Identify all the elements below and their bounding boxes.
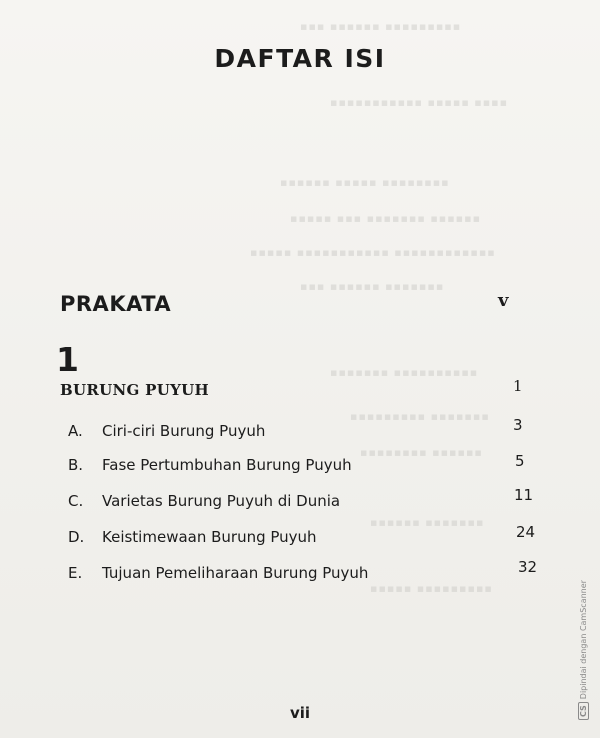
toc-entry-page: 24 bbox=[516, 523, 536, 541]
show-through-line: ▪▪▪▪▪ ▪▪▪▪▪▪▪▪▪ bbox=[370, 582, 493, 595]
camscanner-logo-icon: CS bbox=[578, 702, 589, 720]
show-through-line: ▪▪▪▪▪ ▪▪▪ ▪▪▪▪▪▪▪ ▪▪▪▪▪▪ bbox=[290, 212, 482, 225]
toc-entry-letter: E. bbox=[68, 564, 83, 582]
footer-page-number: vii bbox=[289, 704, 311, 722]
toc-entry-text: Tujuan Pemeliharaan Burung Puyuh bbox=[102, 564, 369, 582]
show-through-line: ▪▪▪▪▪ ▪▪▪▪▪▪▪▪▪▪▪ ▪▪▪▪▪▪▪▪▪▪▪▪ bbox=[250, 246, 496, 259]
chapter-page-number: 1 bbox=[513, 377, 523, 395]
toc-entry-text: Keistimewaan Burung Puyuh bbox=[102, 528, 317, 546]
toc-entry-letter: C. bbox=[68, 492, 84, 510]
toc-entry-page: 5 bbox=[515, 452, 525, 470]
show-through-line: ▪▪▪▪▪▪ ▪▪▪▪▪ ▪▪▪▪▪▪▪▪ bbox=[280, 176, 450, 189]
scanner-watermark bbox=[578, 580, 589, 720]
show-through-line: ▪▪▪▪▪▪ ▪▪▪▪▪▪▪ bbox=[370, 516, 485, 529]
toc-entry-letter: D. bbox=[68, 528, 85, 546]
toc-entry-text: Varietas Burung Puyuh di Dunia bbox=[102, 492, 341, 510]
show-through-line: ▪▪▪ ▪▪▪▪▪▪ ▪▪▪▪▪▪▪▪▪ bbox=[300, 20, 462, 33]
toc-entry-b bbox=[68, 456, 352, 474]
toc-entry-page: 32 bbox=[518, 558, 538, 576]
toc-entry-e bbox=[68, 564, 368, 582]
toc-entry-text: Ciri-ciri Burung Puyuh bbox=[102, 422, 266, 440]
show-through-line: ▪▪▪▪▪▪▪▪ ▪▪▪▪▪▪ bbox=[360, 446, 483, 459]
chapter-number: 1 bbox=[56, 340, 79, 379]
page-title: DAFTAR ISI bbox=[214, 44, 386, 73]
toc-entry-a bbox=[68, 422, 265, 440]
toc-entry-page: 11 bbox=[514, 486, 534, 504]
toc-prakata-label: PRAKATA bbox=[60, 292, 172, 316]
show-through-line: ▪▪▪▪▪▪▪▪▪ ▪▪▪▪▪▪▪ bbox=[350, 410, 490, 423]
chapter-title: BURUNG PUYUH bbox=[60, 381, 209, 399]
show-through-line: ▪▪▪ ▪▪▪▪▪▪ ▪▪▪▪▪▪▪ bbox=[300, 280, 445, 293]
toc-entry-c bbox=[68, 492, 340, 510]
watermark-text: Dipindai dengan CamScanner bbox=[579, 580, 588, 700]
toc-prakata-page: v bbox=[498, 290, 509, 311]
toc-entry-page: 3 bbox=[513, 416, 523, 434]
show-through-line: ▪▪▪▪▪▪▪ ▪▪▪▪▪▪▪▪▪▪ bbox=[330, 366, 479, 379]
toc-entry-letter: A. bbox=[68, 422, 83, 440]
show-through-line: ▪▪▪▪▪▪▪▪▪▪▪ ▪▪▪▪▪ ▪▪▪▪ bbox=[330, 96, 509, 109]
toc-entry-d bbox=[68, 528, 317, 546]
toc-entry-letter: B. bbox=[68, 456, 84, 474]
toc-entry-text: Fase Pertumbuhan Burung Puyuh bbox=[102, 456, 352, 474]
